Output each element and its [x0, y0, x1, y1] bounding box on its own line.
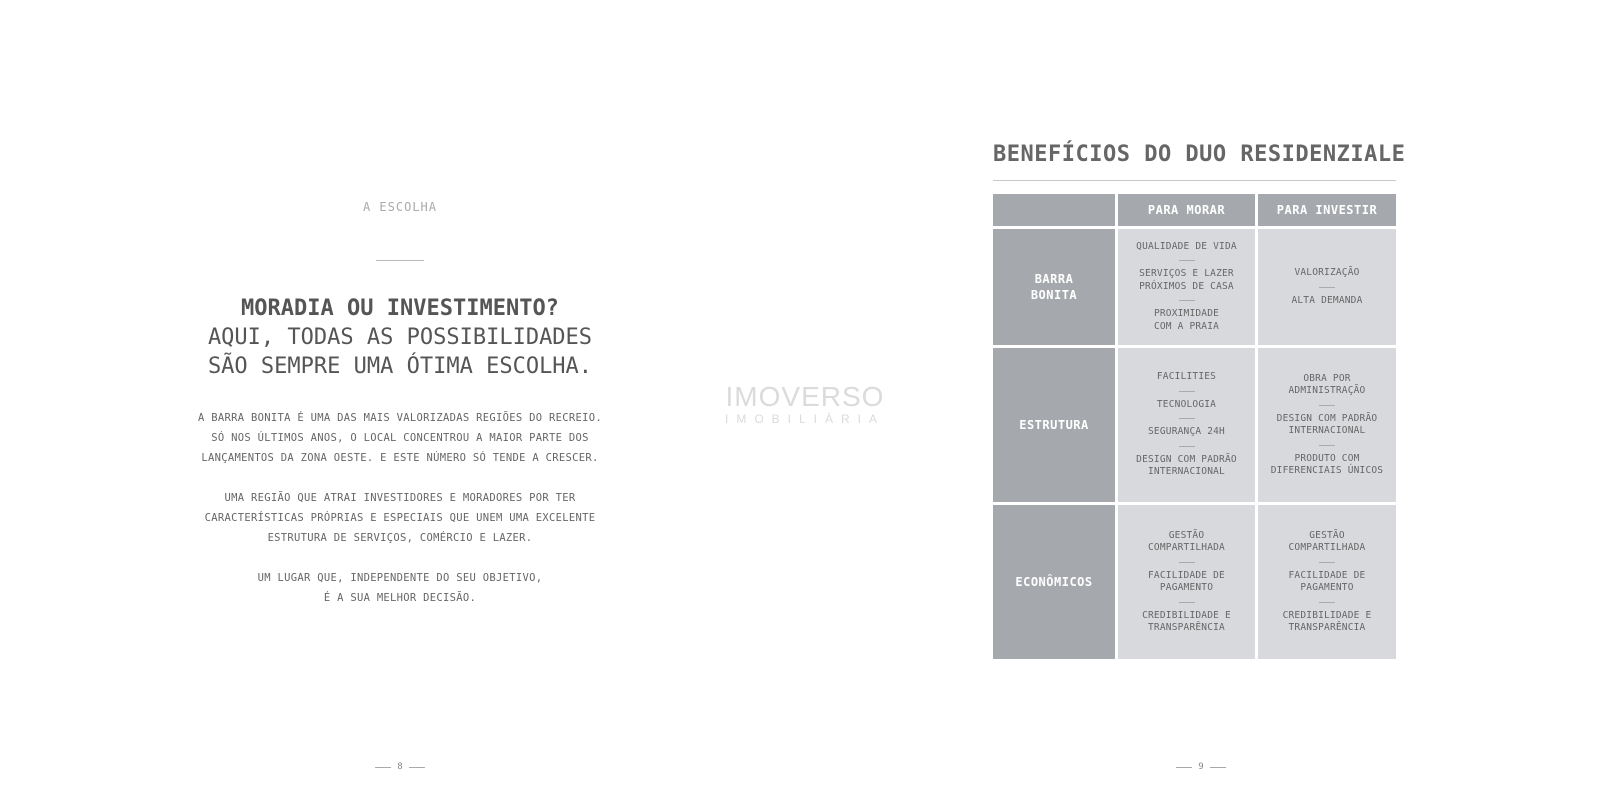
- paragraph: [170, 408, 630, 468]
- cell-item: INTERNACIONAL: [1288, 425, 1366, 436]
- cell-item: VALORIZAÇÃO: [1294, 267, 1360, 278]
- table-cell-economicos-morar: [1118, 505, 1255, 659]
- benefits-table: [993, 194, 1396, 659]
- page-number-dash: [1176, 767, 1192, 768]
- cell-item: PRODUTO COM: [1294, 452, 1360, 464]
- paragraph: [170, 568, 630, 608]
- paragraph-line: CARACTERÍSTICAS PRÓPRIAS E ESPECIAIS QUE UNEM UMA EXCELENTE: [204, 512, 596, 524]
- cell-item: PRÓXIMOS DE CASA: [1139, 280, 1234, 292]
- paragraph-line: LANÇAMENTOS DA ZONA OESTE. E ESTE NÚMERO SÓ TENDE A CRESCER.: [201, 452, 599, 464]
- table-cell-estrutura-investir: [1258, 348, 1396, 502]
- cell-item: SERVIÇOS E LAZER: [1139, 268, 1234, 280]
- item-separator: [1179, 391, 1195, 392]
- cell-item: CREDIBILIDADE E: [1142, 609, 1231, 621]
- paragraph-line: A BARRA BONITA É UMA DAS MAIS VALORIZADAS REGIÕES DO RECREIO.: [198, 412, 602, 424]
- cell-item: INTERNACIONAL: [1148, 466, 1225, 478]
- divider-rule: [376, 260, 424, 261]
- item-separator: [1179, 300, 1195, 301]
- headline-line: SÃO SEMPRE UMA ÓTIMA ESCOLHA.: [207, 354, 593, 379]
- table-title: BENEFÍCIOS DO DUO RESIDENZIALE: [993, 142, 1406, 167]
- page-number: [1171, 762, 1231, 772]
- row-header-line: ECONÔMICOS: [1015, 575, 1093, 589]
- item-separator: [1179, 260, 1195, 261]
- paragraph: [170, 488, 630, 548]
- table-cell-economicos-investir: [1258, 505, 1396, 659]
- cell-item: OBRA POR: [1303, 372, 1351, 384]
- page-number-dash: [375, 767, 391, 768]
- item-separator: [1319, 405, 1335, 406]
- page-number-dash: [1210, 767, 1226, 768]
- cell-item: ALTA DEMANDA: [1291, 294, 1363, 306]
- right-page: [800, 0, 1600, 800]
- row-header-barra-bonita: [993, 229, 1115, 345]
- item-separator: [1319, 562, 1335, 563]
- item-separator: [1319, 287, 1335, 288]
- cell-item: TECNOLOGIA: [1156, 398, 1217, 410]
- cell-item: COM A PRAIA: [1153, 320, 1220, 332]
- headline: [150, 294, 650, 381]
- watermark-name: IMOVERSO: [725, 381, 885, 412]
- paragraph-line: UMA REGIÃO QUE ATRAI INVESTIDORES E MORADORES POR TER: [224, 492, 576, 504]
- item-separator: [1179, 418, 1195, 419]
- cell-item: FACILIDADE DE: [1288, 569, 1366, 581]
- cell-item: DESIGN COM PADRÃO: [1276, 412, 1378, 424]
- table-cell-estrutura-morar: [1118, 348, 1255, 502]
- item-separator: [1179, 562, 1195, 563]
- page-number-value: 8: [397, 762, 403, 772]
- headline-bold: MORADIA OU INVESTIMENTO?: [241, 296, 559, 321]
- row-header-estrutura: [993, 348, 1115, 502]
- cell-item: COMPARTILHADA: [1288, 542, 1366, 553]
- page-number-value: 9: [1198, 762, 1204, 772]
- column-header-investir: PARA INVESTIR: [1258, 194, 1396, 226]
- row-header-line: ESTRUTURA: [1019, 418, 1089, 432]
- cell-item: PAGAMENTO: [1159, 582, 1214, 593]
- paragraph-line: UM LUGAR QUE, INDEPENDENTE DO SEU OBJETIVO,: [257, 572, 543, 584]
- cell-item: DIFERENCIAIS ÚNICOS: [1270, 465, 1384, 476]
- cell-item: COMPARTILHADA: [1148, 542, 1225, 553]
- cell-item: GESTÃO: [1168, 529, 1205, 541]
- cell-item: PAGAMENTO: [1300, 582, 1354, 593]
- row-header-economicos: [993, 505, 1115, 659]
- watermark-sub: IMOBILIÁRIA: [724, 412, 886, 426]
- title-rule: [993, 180, 1396, 181]
- cell-item: TRANSPARÊNCIA: [1288, 622, 1366, 633]
- cell-item: DESIGN COM PADRÃO: [1136, 453, 1237, 465]
- item-separator: [1179, 446, 1195, 447]
- column-header-morar: PARA MORAR: [1118, 194, 1255, 226]
- table-cell-barra-morar: [1118, 229, 1255, 345]
- cell-item: GESTÃO: [1309, 529, 1345, 541]
- paragraph-line: ESTRUTURA DE SERVIÇOS, COMÉRCIO E LAZER.: [267, 532, 533, 544]
- cell-item: TRANSPARÊNCIA: [1148, 622, 1225, 633]
- paragraph-line: É A SUA MELHOR DECISÃO.: [323, 592, 477, 604]
- item-separator: [1179, 602, 1195, 603]
- item-separator: [1319, 602, 1335, 603]
- cell-item: CREDIBILIDADE E: [1282, 609, 1372, 621]
- cell-item: FACILITIES: [1156, 371, 1217, 383]
- cell-item: ADMINISTRAÇÃO: [1288, 385, 1366, 396]
- cell-item: QUALIDADE DE VIDA: [1136, 240, 1237, 252]
- row-header-line: BONITA: [1030, 288, 1078, 302]
- paragraph-line: SÓ NOS ÚLTIMOS ANOS, O LOCAL CONCENTROU A MAIOR PARTE DOS: [211, 432, 589, 444]
- body-text: [170, 408, 630, 628]
- cell-item: FACILIDADE DE: [1148, 569, 1225, 581]
- table-cell-barra-investir: [1258, 229, 1396, 345]
- section-eyebrow: A ESCOLHA: [362, 200, 438, 214]
- page-number-dash: [409, 767, 425, 768]
- cell-item: SEGURANÇA 24H: [1148, 426, 1225, 438]
- row-header-line: BARRA: [1034, 272, 1074, 286]
- page-number: [370, 762, 430, 772]
- headline-line: AQUI, TODAS AS POSSIBILIDADES: [207, 325, 593, 350]
- item-separator: [1319, 445, 1335, 446]
- cell-item: PROXIMIDADE: [1153, 308, 1220, 320]
- table-corner-cell: [993, 194, 1115, 226]
